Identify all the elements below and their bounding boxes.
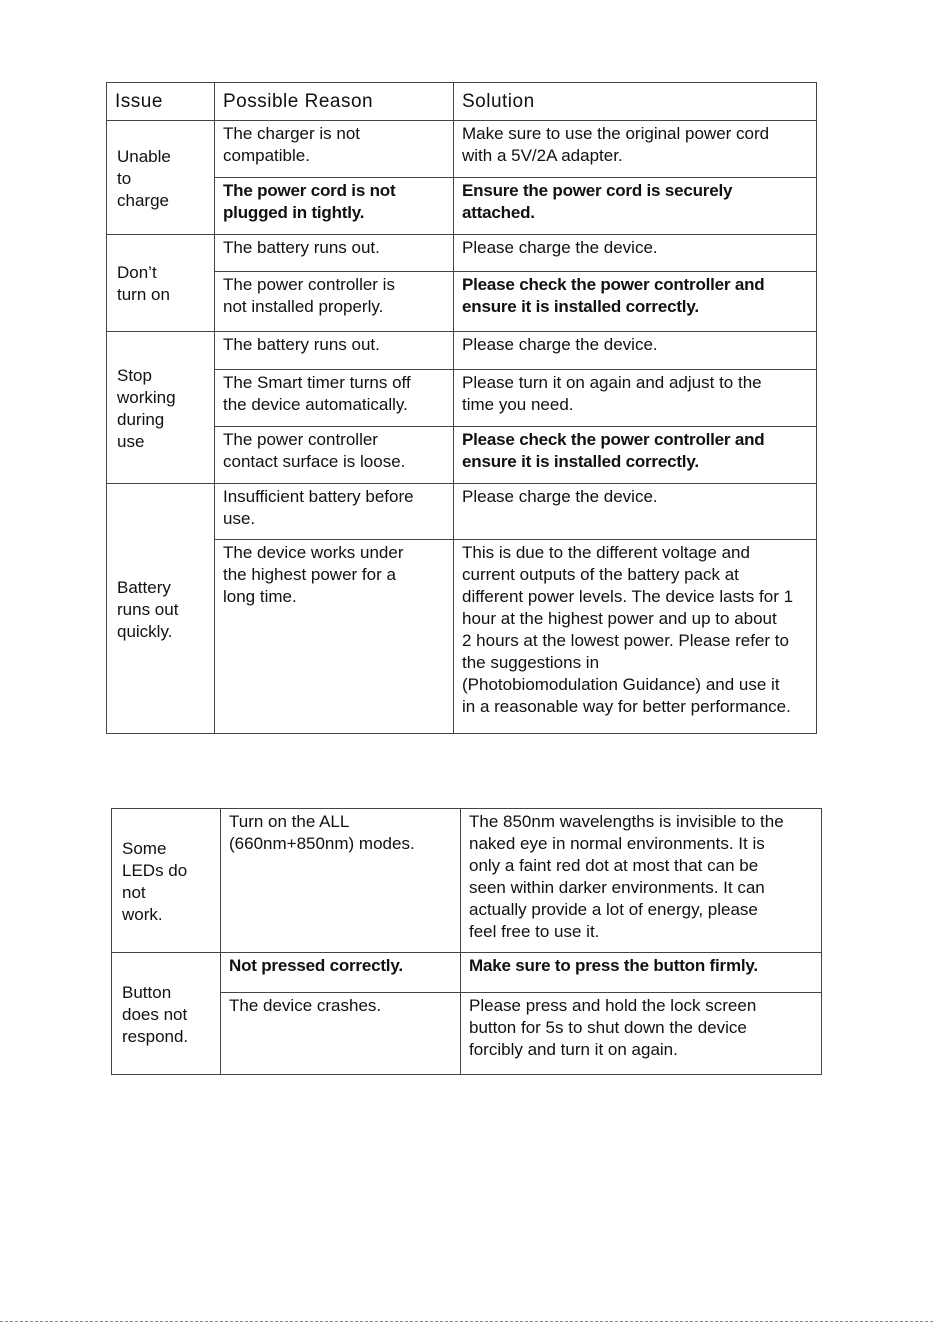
issue-cell-leds-not-working: Some LEDs do not work. bbox=[112, 809, 221, 953]
page-bottom-divider bbox=[0, 1321, 933, 1322]
troubleshooting-table-1 bbox=[106, 82, 817, 734]
header-possible-reason: Possible Reason bbox=[215, 83, 454, 121]
reason-cell: Insufficient battery before use. bbox=[215, 484, 454, 540]
reason-cell: The battery runs out. bbox=[215, 235, 454, 272]
solution-cell: Please press and hold the lock screen button for 5s to shut down the device forcibly and turn it on again. bbox=[461, 993, 822, 1075]
table-row bbox=[107, 484, 817, 540]
solution-cell: Please charge the device. bbox=[454, 484, 817, 540]
reason-cell: The battery runs out. bbox=[215, 332, 454, 370]
troubleshooting-table-2 bbox=[111, 808, 822, 1075]
issue-cell-button-not-responding: Button does not respond. bbox=[112, 953, 221, 1075]
reason-cell: The device works under the highest power for a long time. bbox=[215, 540, 454, 734]
solution-cell: Please turn it on again and adjust to the time you need. bbox=[454, 370, 817, 427]
table-header-row bbox=[107, 83, 817, 121]
reason-cell: The power controller is not installed properly. bbox=[215, 272, 454, 332]
table-row bbox=[107, 332, 817, 370]
solution-cell: Please check the power controller and ensure it is installed correctly. bbox=[454, 427, 817, 484]
reason-cell: Turn on the ALL (660nm+850nm) modes. bbox=[221, 809, 461, 953]
reason-cell: Not pressed correctly. bbox=[221, 953, 461, 993]
reason-cell: The power cord is not plugged in tightly. bbox=[215, 178, 454, 235]
solution-cell: Make sure to press the button firmly. bbox=[461, 953, 822, 993]
table-row bbox=[107, 235, 817, 272]
header-issue: Issue bbox=[107, 83, 215, 121]
table-row bbox=[112, 809, 822, 953]
solution-cell: This is due to the different voltage and current outputs of the battery pack at different power levels. The device lasts for 1 hour at the highest power and up to about 2 hours at the lowest power. Please refer to the suggestions in (Photobiomodulation Guidance) and use it in a reasonable way for better performance. bbox=[454, 540, 817, 734]
reason-cell: The device crashes. bbox=[221, 993, 461, 1075]
solution-cell: Please check the power controller and ensure it is installed correctly. bbox=[454, 272, 817, 332]
issue-cell-battery-runs-out: Battery runs out quickly. bbox=[107, 484, 215, 734]
table-row bbox=[112, 953, 822, 993]
reason-cell: The Smart timer turns off the device automatically. bbox=[215, 370, 454, 427]
header-solution: Solution bbox=[454, 83, 817, 121]
issue-cell-dont-turn-on: Don’t turn on bbox=[107, 235, 215, 332]
solution-cell: The 850nm wavelengths is invisible to the naked eye in normal environments. It is only a faint red dot at most that can be seen within darker environments. It can actually provide a lot of energy, please feel free to use it. bbox=[461, 809, 822, 953]
reason-cell: The charger is not compatible. bbox=[215, 121, 454, 178]
reason-cell: The power controller contact surface is loose. bbox=[215, 427, 454, 484]
issue-cell-stop-working: Stop working during use bbox=[107, 332, 215, 484]
solution-cell: Please charge the device. bbox=[454, 235, 817, 272]
table-row bbox=[107, 121, 817, 178]
solution-cell: Ensure the power cord is securely attached. bbox=[454, 178, 817, 235]
solution-cell: Please charge the device. bbox=[454, 332, 817, 370]
solution-cell: Make sure to use the original power cord with a 5V/2A adapter. bbox=[454, 121, 817, 178]
issue-cell-unable-to-charge: Unable to charge bbox=[107, 121, 215, 235]
